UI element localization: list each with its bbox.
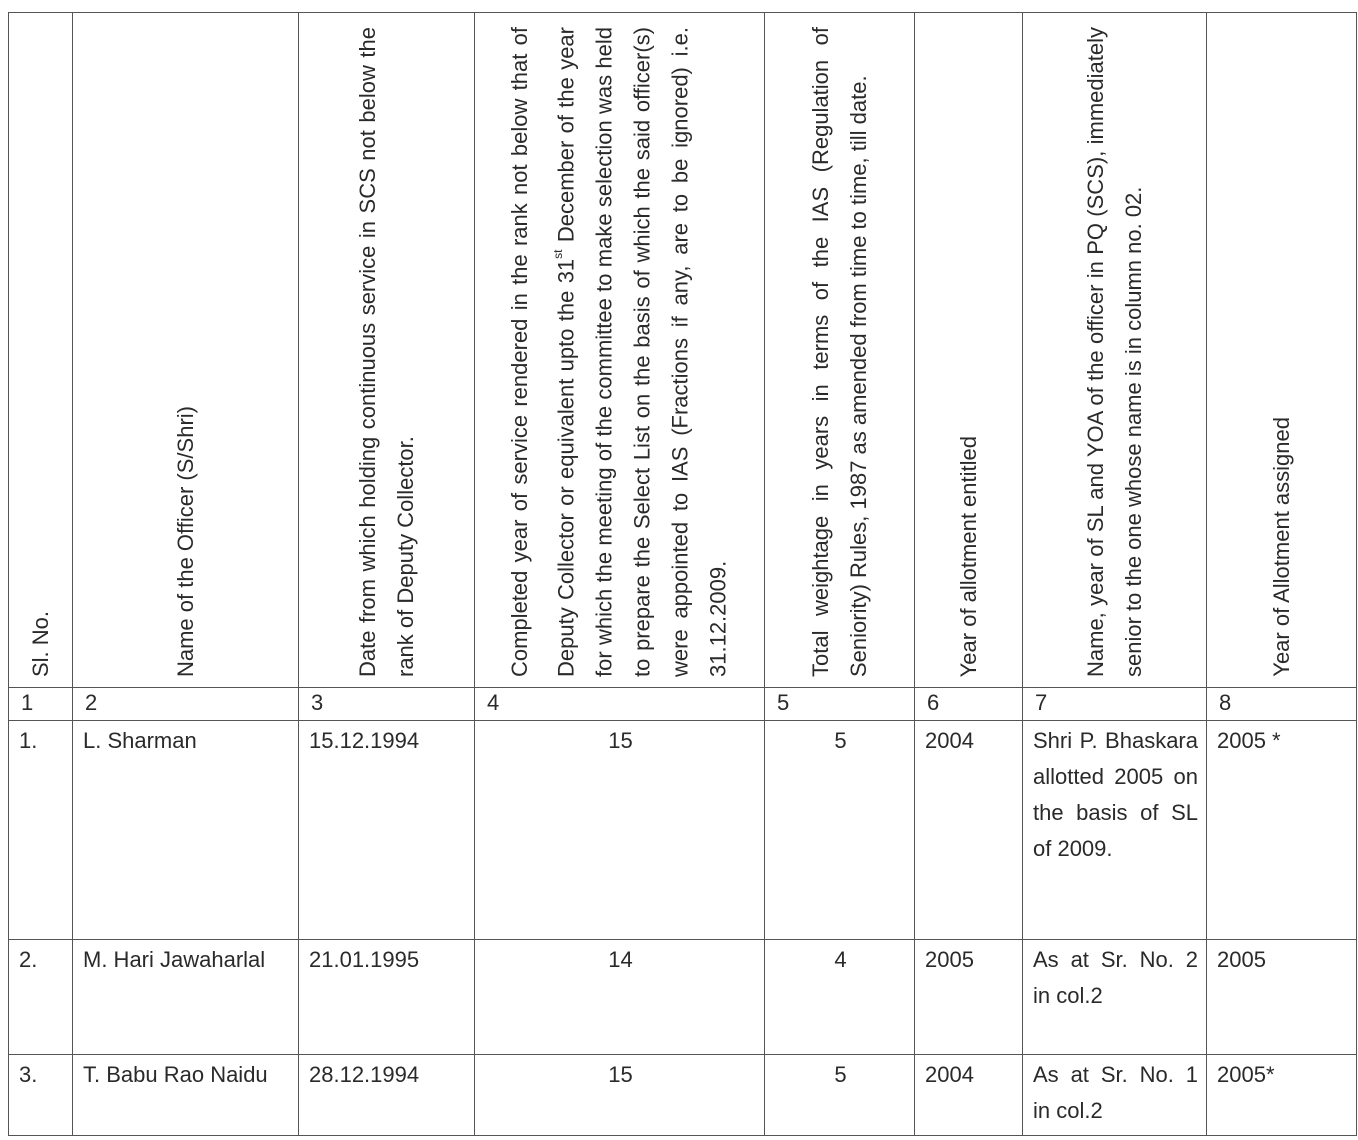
cell-sl-no: 1. <box>9 721 73 940</box>
header-year-entitled: Year of allotment entitled <box>915 13 1023 688</box>
column-number-row <box>9 688 1357 721</box>
header-officer-name: Name of the Officer (S/Shri) <box>73 13 299 688</box>
column-number: 8 <box>1207 688 1357 721</box>
column-number: 7 <box>1023 688 1207 721</box>
cell-completed-years: 15 <box>475 1055 765 1136</box>
header-senior-officer: Name, year of SL and YOA of the officer in PQ (SCS), immediately senior to the one whose name is in column no. 02. <box>1023 13 1207 688</box>
cell-senior-officer: As at Sr. No. 2 in col.2 <box>1023 940 1207 1055</box>
column-number: 4 <box>475 688 765 721</box>
cell-officer-name: L. Sharman <box>73 721 299 940</box>
cell-senior-officer: As at Sr. No. 1 in col.2 <box>1023 1055 1207 1136</box>
cell-completed-years: 15 <box>475 721 765 940</box>
cell-year-entitled: 2005 <box>915 940 1023 1055</box>
header-sl-no: Sl. No. <box>9 13 73 688</box>
cell-service-date: 21.01.1995 <box>299 940 475 1055</box>
cell-year-assigned: 2005 <box>1207 940 1357 1055</box>
cell-sl-no: 2. <box>9 940 73 1055</box>
cell-completed-years: 14 <box>475 940 765 1055</box>
header-completed-years: Completed year of service rendered in the rank not below that of Deputy Collector or equivalent upto the 31st December of the year for which the meeting of the committee to make selection was held to prepare the Select List on the basis of which the said officer(s) were appointed to IAS (Fractions if any, are to be ignored) i.e. 31.12.2009. <box>475 13 765 688</box>
cell-sl-no: 3. <box>9 1055 73 1136</box>
header-total-weightage: Total weightage in years in terms of the IAS (Regulation of Seniority) Rules, 1987 as amended from time to time, till date. <box>765 13 915 688</box>
cell-service-date: 15.12.1994 <box>299 721 475 940</box>
column-number: 6 <box>915 688 1023 721</box>
cell-officer-name: T. Babu Rao Naidu <box>73 1055 299 1136</box>
column-number: 1 <box>9 688 73 721</box>
allotment-table <box>8 12 1357 1136</box>
header-service-date: Date from which holding continuous service in SCS not below the rank of Deputy Collector. <box>299 13 475 688</box>
table-row <box>9 721 1357 940</box>
header-row <box>9 13 1357 688</box>
cell-total-weightage: 5 <box>765 1055 915 1136</box>
cell-senior-officer: Shri P. Bhaskara allotted 2005 on the basis of SL of 2009. <box>1023 721 1207 940</box>
cell-year-assigned: 2005* <box>1207 1055 1357 1136</box>
cell-service-date: 28.12.1994 <box>299 1055 475 1136</box>
cell-year-entitled: 2004 <box>915 1055 1023 1136</box>
cell-officer-name: M. Hari Jawaharlal <box>73 940 299 1055</box>
cell-year-entitled: 2004 <box>915 721 1023 940</box>
column-number: 5 <box>765 688 915 721</box>
table-row <box>9 1055 1357 1136</box>
cell-total-weightage: 5 <box>765 721 915 940</box>
cell-year-assigned: 2005 * <box>1207 721 1357 940</box>
cell-total-weightage: 4 <box>765 940 915 1055</box>
header-year-assigned: Year of Allotment assigned <box>1207 13 1357 688</box>
column-number: 3 <box>299 688 475 721</box>
table-row <box>9 940 1357 1055</box>
column-number: 2 <box>73 688 299 721</box>
